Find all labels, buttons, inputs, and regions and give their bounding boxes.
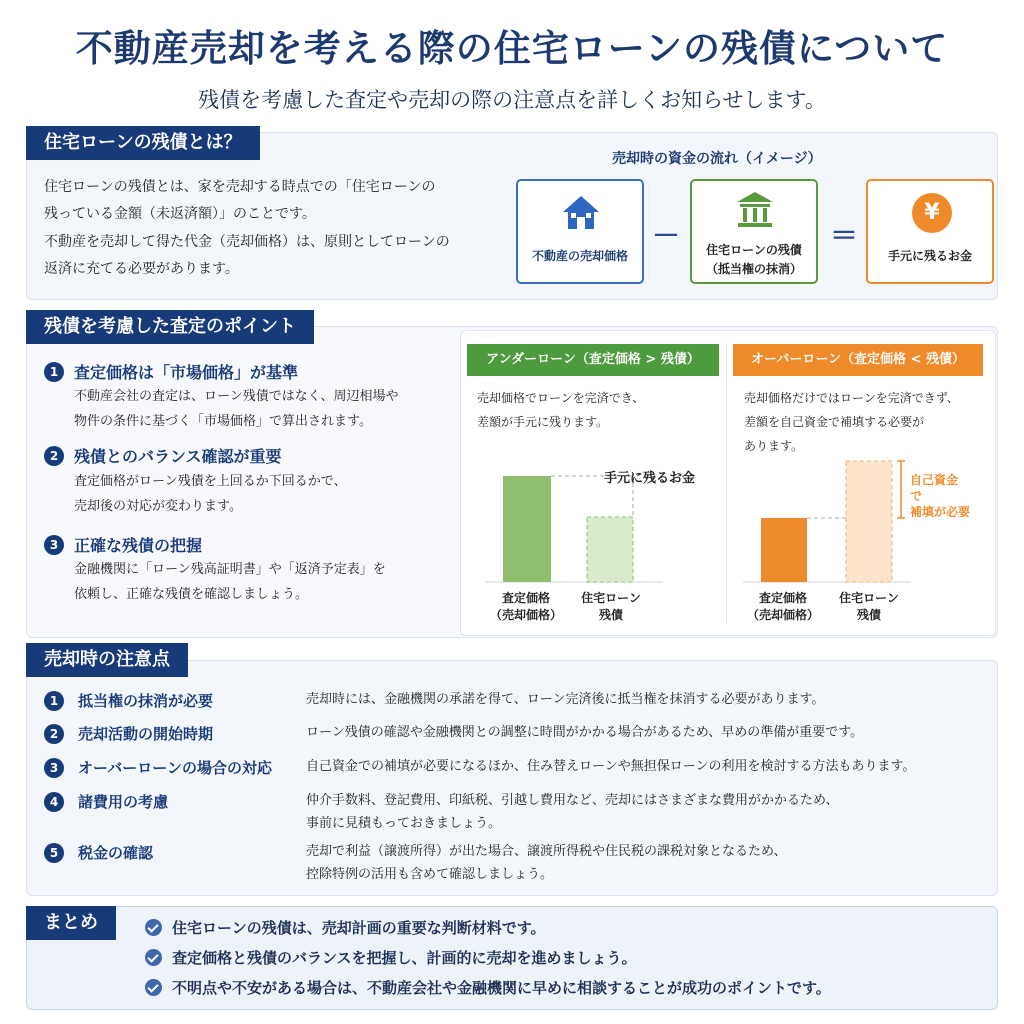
over-x-label-loan: 住宅ローン 残債 — [839, 591, 899, 622]
under-loan-desc: 売却価格でローンを完済でき、 差額が手元に残ります。 — [477, 391, 645, 429]
under-x-label-loan: 住宅ローン 残債 — [581, 591, 641, 622]
over-loan-annotation: 自己資金 で 補填が必要 — [910, 473, 971, 519]
house-icon — [561, 193, 601, 233]
caution-body-5: 売却で利益（譲渡所得）が出た場合、譲渡所得税や住民税の課税対象となるため、 控除特例の活用も含めて確認しましょう。 — [306, 844, 787, 882]
under-loan-header: アンダーローン（査定価格 > 残債） — [467, 344, 719, 376]
check-icon — [145, 919, 162, 936]
summary-line-3: 不明点や不安がある場合は、不動産会社や金融機関に早めに相談することが成功のポイントです。 — [172, 979, 831, 997]
summary-line-2: 査定価格と残債のバランスを把握し、計画的に売却を進めましょう。 — [172, 949, 637, 967]
flow-title: 売却時の資金の流れ（イメージ） — [612, 151, 822, 167]
summary-heading: まとめ — [26, 906, 116, 940]
caution-number-1: 1 — [44, 691, 64, 711]
point-number-3: 3 — [44, 535, 64, 555]
over-bar-loan-residual — [846, 461, 892, 582]
under-bar-loan-residual — [587, 517, 633, 582]
page-subtitle: 残債を考慮した査定や売却の際の注意点を詳しくお知らせします。 — [198, 88, 826, 112]
caution-title-1: 抵当権の抹消が必要 — [78, 692, 214, 710]
check-icon — [145, 949, 162, 966]
caution-number-4: 4 — [44, 792, 64, 812]
caution-title-2: 売却活動の開始時期 — [78, 725, 214, 743]
under-loan-annotation: 手元に残るお金 — [604, 471, 696, 486]
under-bar-sale-price — [503, 476, 551, 582]
caution-body-2: ローン残債の確認や金融機関との調整に時間がかかる場合があるため、早めの準備が重要です。 — [306, 725, 864, 740]
caution-body-3: 自己資金での補填が必要になるほか、住み替えローンや無担保ローンの利用を検討する方法もあります。 — [306, 759, 916, 774]
point-title-3: 正確な残債の把握 — [74, 536, 203, 555]
flow-box-sale-price-label: 不動産の売却価格 — [531, 249, 628, 263]
minus-sign: － — [652, 219, 681, 252]
flow-box-remaining-money-label: 手元に残るお金 — [887, 249, 972, 263]
caution-title-5: 税金の確認 — [78, 844, 154, 862]
flow-box-sale-price — [516, 179, 644, 284]
caution-title-4: 諸費用の考慮 — [78, 793, 169, 811]
summary-line-1: 住宅ローンの残債は、売却計画の重要な判断材料です。 — [172, 919, 546, 937]
under-x-label-sale: 査定価格 （売却価格） — [489, 591, 562, 622]
point-title-1: 査定価格は「市場価格」が基準 — [74, 363, 299, 382]
caution-body-4: 仲介手数料、登記費用、印紙税、引越し費用など、売却にはさまざまな費用がかかるため、 事前に見積もっておきましょう。 — [306, 793, 839, 831]
section-heading-residual: 住宅ローンの残債とは？ — [26, 126, 260, 160]
caution-number-2: 2 — [44, 724, 64, 744]
point-body-1: 不動産会社の査定は、ローン残債ではなく、周辺相場や 物件の条件に基づく「市場価格」で算出されます。 — [74, 389, 399, 429]
section-heading-assessment: 残債を考慮した査定のポイント — [26, 310, 314, 344]
check-icon — [145, 979, 162, 996]
section-heading-cautions: 売却時の注意点 — [26, 643, 188, 677]
caution-number-3: 3 — [44, 758, 64, 778]
flow-box-loan-residual — [690, 179, 818, 284]
caution-number-5: 5 — [44, 843, 64, 863]
residual-text-2: 不動産を売却して得た代金（売却価格）は、原則としてローンの 返済に充てる必要があります。 — [44, 234, 450, 277]
over-loan-header: オーバーローン（査定価格 < 残債） — [733, 344, 983, 376]
bank-icon — [734, 189, 776, 231]
point-number-1: 1 — [44, 362, 64, 382]
over-loan-desc: 売却価格だけではローンを完済できず、 差額を自己資金で補填する必要が あります。 — [744, 391, 959, 453]
point-body-2: 査定価格がローン残債を上回るか下回るかで、 売却後の対応が変わります。 — [74, 474, 347, 514]
page-title: 不動産売却を考える際の住宅ローンの残債について — [75, 27, 949, 70]
residual-text-1: 住宅ローンの残債とは、家を売却する時点での「住宅ローンの 残っている金額（未返済額）」のことです。 — [44, 179, 436, 222]
caution-title-3: オーバーローンの場合の対応 — [78, 759, 272, 777]
over-x-label-sale: 査定価格 （売却価格） — [746, 591, 819, 622]
point-body-3: 金融機関に「ローン残高証明書」や「返済予定表」を 依頼し、正確な残債を確認しましょう。 — [74, 562, 386, 602]
point-title-2: 残債とのバランス確認が重要 — [74, 447, 282, 466]
flow-box-loan-residual-label: 住宅ローンの残債 （抵当権の抹消） — [705, 243, 802, 276]
flow-box-remaining-money — [866, 179, 994, 284]
equals-sign: ＝ — [830, 219, 859, 252]
yen-coin-icon: ¥ — [912, 193, 952, 233]
comparison-divider — [726, 345, 727, 623]
over-bar-sale-price — [761, 518, 807, 582]
caution-body-1: 売却時には、金融機関の承諾を得て、ローン完済後に抵当権を抹消する必要があります。 — [306, 692, 825, 707]
point-number-2: 2 — [44, 446, 64, 466]
